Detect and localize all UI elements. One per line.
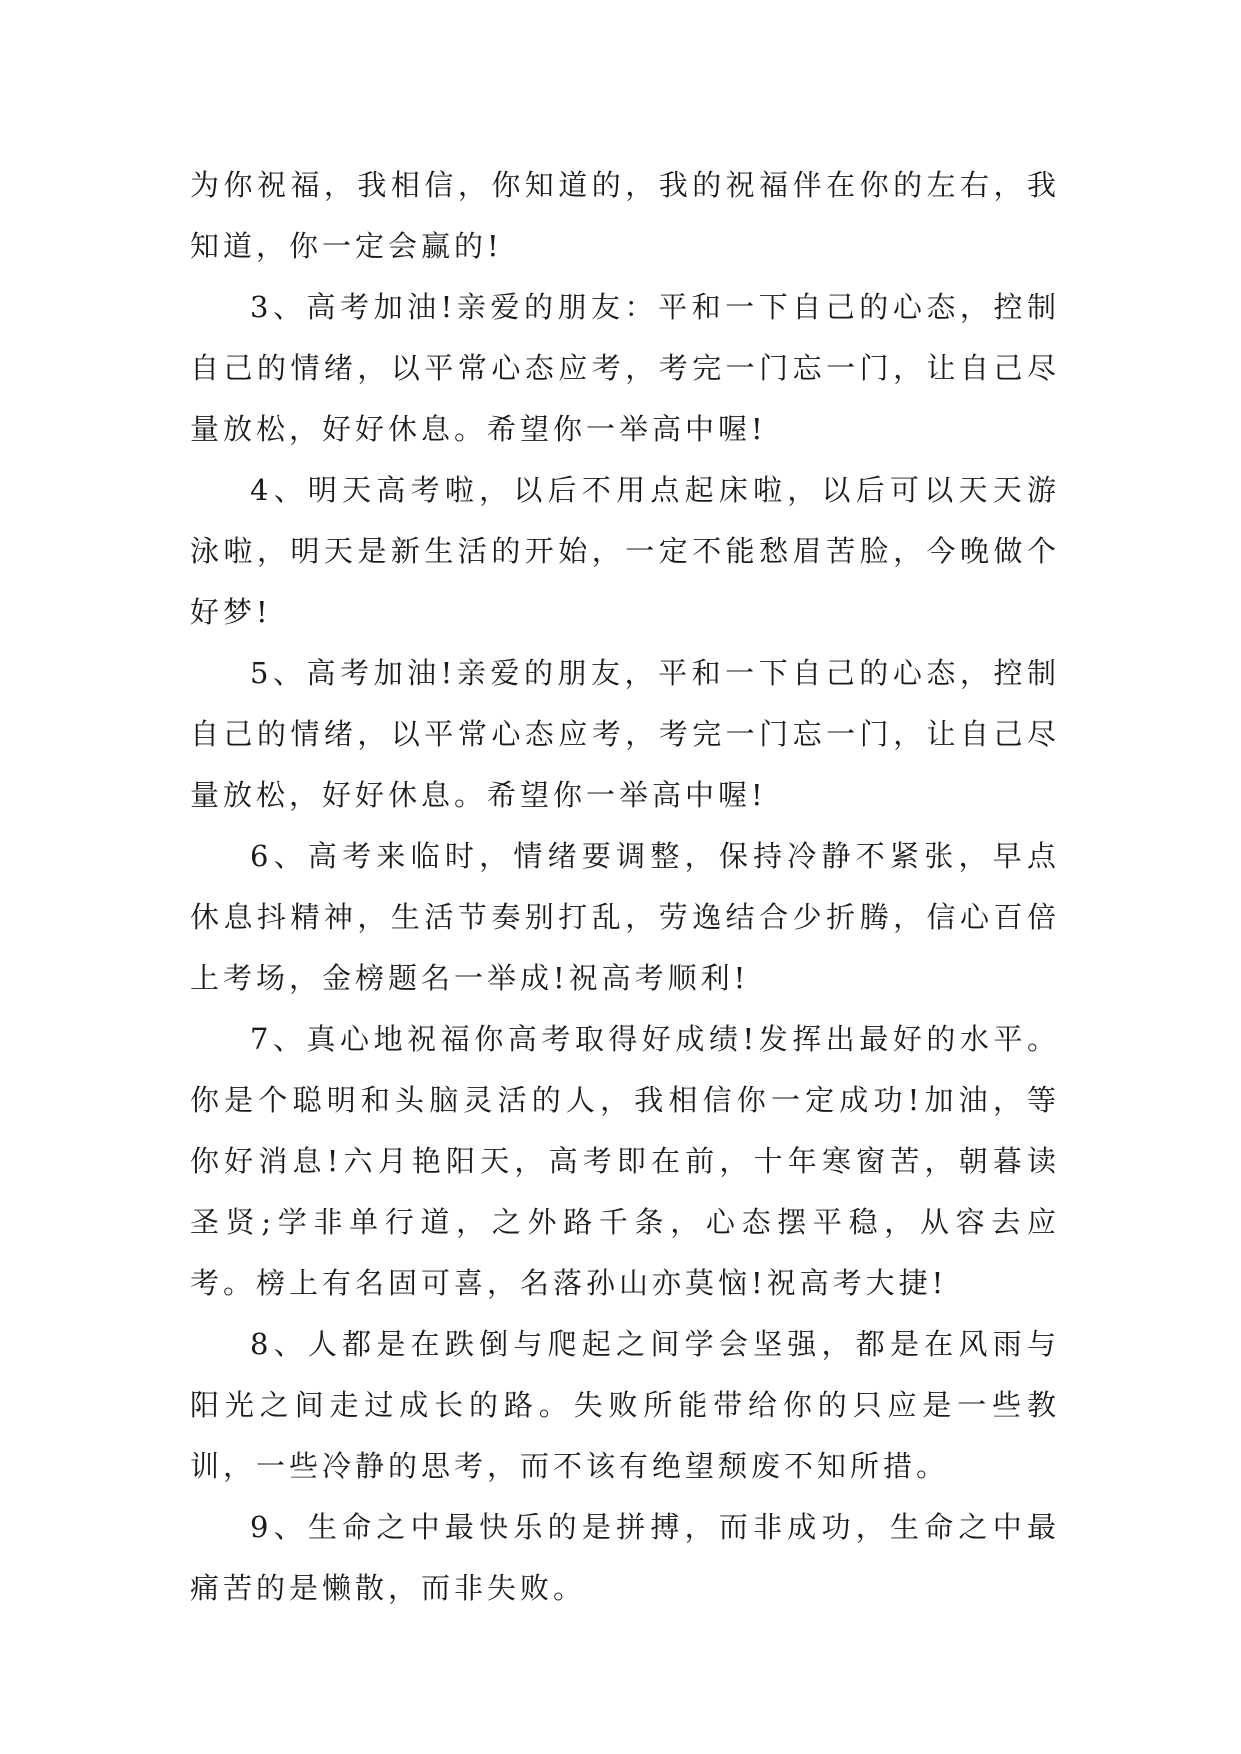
paragraph-item-4: 4、明天高考啦，以后不用点起床啦，以后可以天天游泳啦，明天是新生活的开始，一定不能愁眉苦脸，今晚做个好梦! (190, 473, 1060, 629)
paragraph-item-6: 6、高考来临时，情绪要调整，保持冷静不紧张，早点休息抖精神，生活节奏别打乱，劳逸结合少折腾，信心百倍上考场，金榜题名一举成!祝高考顺利! (190, 839, 1060, 995)
document-body (190, 155, 1060, 1619)
paragraph-item-5: 5、高考加油!亲爱的朋友，平和一下自己的心态，控制自己的情绪，以平常心态应考，考完一门忘一门，让自己尽量放松，好好休息。希望你一举高中喔! (190, 656, 1060, 812)
paragraph-item-9: 9、生命之中最快乐的是拼搏，而非成功，生命之中最痛苦的是懒散，而非失败。 (190, 1510, 1060, 1605)
paragraph-item-7: 7、真心地祝福你高考取得好成绩!发挥出最好的水平。你是个聪明和头脑灵活的人，我相信你一定成功!加油，等你好消息!六月艳阳天，高考即在前，十年寒窗苦，朝暮读圣贤;学非单行道，之外路千条，心态摆平稳，从容去应考。榜上有名固可喜，名落孙山亦莫恼!祝高考大捷! (190, 1022, 1060, 1300)
paragraph-item-3: 3、高考加油!亲爱的朋友：平和一下自己的心态，控制自己的情绪，以平常心态应考，考完一门忘一门，让自己尽量放松，好好休息。希望你一举高中喔! (190, 290, 1060, 446)
paragraph-item-8: 8、人都是在跌倒与爬起之间学会坚强，都是在风雨与阳光之间走过成长的路。失败所能带给你的只应是一些教训，一些冷静的思考，而不该有绝望颓废不知所措。 (190, 1327, 1060, 1483)
paragraph-continuation: 为你祝福，我相信，你知道的，我的祝福伴在你的左右，我知道，你一定会赢的! (190, 168, 1060, 263)
